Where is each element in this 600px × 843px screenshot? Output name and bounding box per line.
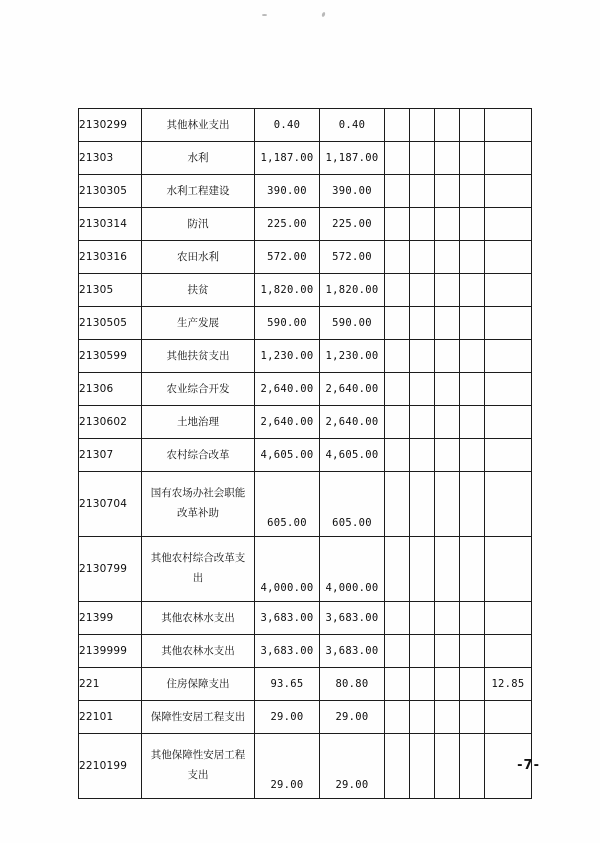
- cell-value-actual: 3,683.00: [320, 602, 385, 635]
- cell-blank-3: [435, 109, 460, 142]
- cell-blank-4: [460, 701, 485, 734]
- cell-item-name: 住房保障支出: [142, 668, 255, 701]
- cell-code: 2130305: [79, 175, 142, 208]
- cell-blank-3: [435, 537, 460, 602]
- cell-item-name: 农村综合改革: [142, 439, 255, 472]
- cell-value-budget: 3,683.00: [255, 602, 320, 635]
- table-row: [79, 635, 532, 668]
- table-row: [79, 701, 532, 734]
- cell-value-other: 12.85: [485, 668, 532, 701]
- cell-value-actual: 225.00: [320, 208, 385, 241]
- cell-value-actual: 390.00: [320, 175, 385, 208]
- cell-blank-4: [460, 668, 485, 701]
- cell-value-budget: 0.40: [255, 109, 320, 142]
- cell-blank-3: [435, 340, 460, 373]
- cell-blank-4: [460, 373, 485, 406]
- cell-item-name: 农业综合开发: [142, 373, 255, 406]
- cell-item-name: 其他农林水支出: [142, 635, 255, 668]
- cell-code: 2210199: [79, 734, 142, 799]
- cell-blank-1: [385, 701, 410, 734]
- cell-value-actual: 2,640.00: [320, 406, 385, 439]
- scan-speck-icon: [262, 14, 267, 16]
- cell-blank-3: [435, 439, 460, 472]
- cell-value-other: [485, 208, 532, 241]
- cell-blank-4: [460, 537, 485, 602]
- cell-blank-4: [460, 635, 485, 668]
- cell-code: 22101: [79, 701, 142, 734]
- cell-value-actual: 3,683.00: [320, 635, 385, 668]
- table-row: [79, 439, 532, 472]
- cell-blank-2: [410, 307, 435, 340]
- cell-value-other: [485, 175, 532, 208]
- table-row: [79, 241, 532, 274]
- cell-value-budget: 4,605.00: [255, 439, 320, 472]
- cell-blank-3: [435, 307, 460, 340]
- table-row: [79, 602, 532, 635]
- cell-value-budget: 4,000.00: [255, 537, 320, 602]
- table-row: [79, 537, 532, 602]
- cell-code: 21307: [79, 439, 142, 472]
- cell-value-actual: 4,000.00: [320, 537, 385, 602]
- cell-value-budget: 605.00: [255, 472, 320, 537]
- table-row: [79, 668, 532, 701]
- table-row: [79, 472, 532, 537]
- cell-code: 2139999: [79, 635, 142, 668]
- cell-blank-1: [385, 734, 410, 799]
- cell-item-name: [142, 472, 255, 537]
- scan-speck-icon: [321, 12, 326, 18]
- cell-blank-2: [410, 439, 435, 472]
- cell-blank-1: [385, 537, 410, 602]
- cell-item-name: [142, 734, 255, 799]
- cell-value-actual: 572.00: [320, 241, 385, 274]
- budget-table-body: [79, 109, 532, 799]
- cell-value-actual: 29.00: [320, 734, 385, 799]
- cell-blank-2: [410, 109, 435, 142]
- cell-blank-1: [385, 668, 410, 701]
- cell-blank-4: [460, 175, 485, 208]
- cell-item-name: [142, 537, 255, 602]
- cell-blank-4: [460, 472, 485, 537]
- cell-code: 2130599: [79, 340, 142, 373]
- cell-item-name-line2: 改革补助: [177, 507, 219, 519]
- cell-value-other: [485, 472, 532, 537]
- cell-blank-1: [385, 472, 410, 537]
- cell-blank-2: [410, 274, 435, 307]
- cell-value-actual: 0.40: [320, 109, 385, 142]
- cell-value-budget: 29.00: [255, 734, 320, 799]
- cell-blank-3: [435, 208, 460, 241]
- cell-value-other: [485, 602, 532, 635]
- cell-code: 21399: [79, 602, 142, 635]
- cell-item-name: 土地治理: [142, 406, 255, 439]
- cell-blank-2: [410, 340, 435, 373]
- cell-blank-2: [410, 241, 435, 274]
- cell-blank-1: [385, 175, 410, 208]
- cell-code: 2130799: [79, 537, 142, 602]
- cell-code: 2130505: [79, 307, 142, 340]
- cell-value-other: [485, 274, 532, 307]
- table-row: [79, 142, 532, 175]
- table-row: [79, 734, 532, 799]
- budget-table-container: [78, 108, 525, 799]
- cell-blank-1: [385, 241, 410, 274]
- cell-code: 2130316: [79, 241, 142, 274]
- cell-value-budget: 29.00: [255, 701, 320, 734]
- cell-value-other: [485, 241, 532, 274]
- cell-blank-1: [385, 307, 410, 340]
- cell-blank-2: [410, 537, 435, 602]
- cell-code: 2130299: [79, 109, 142, 142]
- cell-value-other: [485, 142, 532, 175]
- cell-value-actual: 1,230.00: [320, 340, 385, 373]
- cell-blank-3: [435, 602, 460, 635]
- cell-item-name-line1: 国有农场办社会职能: [150, 487, 246, 500]
- cell-value-actual: 605.00: [320, 472, 385, 537]
- cell-item-name: 水利工程建设: [142, 175, 255, 208]
- cell-code: 221: [79, 668, 142, 701]
- cell-item-name-line2: 出: [192, 572, 204, 584]
- cell-blank-3: [435, 142, 460, 175]
- cell-value-budget: 1,230.00: [255, 340, 320, 373]
- cell-item-name: 其他林业支出: [142, 109, 255, 142]
- cell-value-budget: 1,820.00: [255, 274, 320, 307]
- cell-item-name: 其他农林水支出: [142, 602, 255, 635]
- cell-blank-2: [410, 175, 435, 208]
- cell-blank-4: [460, 406, 485, 439]
- cell-item-name-line1: 其他保障性安居工程: [150, 749, 246, 762]
- cell-item-name-line2: 支出: [187, 769, 209, 781]
- cell-code: 2130314: [79, 208, 142, 241]
- cell-value-other: [485, 109, 532, 142]
- cell-blank-4: [460, 142, 485, 175]
- cell-blank-3: [435, 274, 460, 307]
- cell-value-other: [485, 537, 532, 602]
- cell-blank-2: [410, 406, 435, 439]
- cell-blank-2: [410, 701, 435, 734]
- cell-value-budget: 590.00: [255, 307, 320, 340]
- cell-blank-1: [385, 142, 410, 175]
- table-row: [79, 109, 532, 142]
- cell-blank-1: [385, 406, 410, 439]
- cell-value-other: [485, 307, 532, 340]
- cell-blank-4: [460, 602, 485, 635]
- cell-blank-3: [435, 241, 460, 274]
- table-row: [79, 175, 532, 208]
- cell-blank-2: [410, 142, 435, 175]
- cell-blank-4: [460, 109, 485, 142]
- cell-blank-1: [385, 208, 410, 241]
- cell-code: 2130704: [79, 472, 142, 537]
- cell-blank-3: [435, 734, 460, 799]
- cell-item-name: 生产发展: [142, 307, 255, 340]
- cell-blank-3: [435, 668, 460, 701]
- cell-value-actual: 4,605.00: [320, 439, 385, 472]
- cell-blank-2: [410, 635, 435, 668]
- table-row: [79, 406, 532, 439]
- cell-item-name-line1: 其他农村综合改革支: [150, 552, 246, 565]
- cell-item-name: 防汛: [142, 208, 255, 241]
- cell-value-other: [485, 701, 532, 734]
- cell-value-budget: 1,187.00: [255, 142, 320, 175]
- cell-blank-2: [410, 602, 435, 635]
- cell-item-name: 水利: [142, 142, 255, 175]
- cell-item-name: 其他扶贫支出: [142, 340, 255, 373]
- cell-code: 21306: [79, 373, 142, 406]
- cell-value-budget: 572.00: [255, 241, 320, 274]
- cell-value-budget: 2,640.00: [255, 406, 320, 439]
- cell-item-name: 保障性安居工程支出: [142, 701, 255, 734]
- cell-blank-1: [385, 602, 410, 635]
- cell-blank-4: [460, 274, 485, 307]
- cell-blank-1: [385, 373, 410, 406]
- cell-blank-1: [385, 635, 410, 668]
- table-row: [79, 373, 532, 406]
- cell-blank-1: [385, 340, 410, 373]
- cell-blank-3: [435, 472, 460, 537]
- cell-blank-4: [460, 340, 485, 373]
- cell-blank-4: [460, 734, 485, 799]
- cell-value-actual: 1,187.00: [320, 142, 385, 175]
- cell-blank-4: [460, 439, 485, 472]
- cell-value-budget: 93.65: [255, 668, 320, 701]
- cell-blank-3: [435, 701, 460, 734]
- cell-value-actual: 590.00: [320, 307, 385, 340]
- table-row: [79, 208, 532, 241]
- page-number: -7-: [517, 758, 540, 773]
- cell-blank-4: [460, 208, 485, 241]
- cell-value-actual: 29.00: [320, 701, 385, 734]
- cell-value-other: [485, 406, 532, 439]
- cell-value-budget: 390.00: [255, 175, 320, 208]
- cell-blank-3: [435, 373, 460, 406]
- budget-table: [78, 108, 532, 799]
- cell-blank-2: [410, 208, 435, 241]
- cell-code: 21303: [79, 142, 142, 175]
- cell-value-budget: 225.00: [255, 208, 320, 241]
- cell-blank-2: [410, 668, 435, 701]
- cell-blank-3: [435, 635, 460, 668]
- cell-value-actual: 2,640.00: [320, 373, 385, 406]
- cell-blank-1: [385, 274, 410, 307]
- cell-value-budget: 3,683.00: [255, 635, 320, 668]
- cell-blank-4: [460, 307, 485, 340]
- cell-value-other: [485, 635, 532, 668]
- cell-item-name: 农田水利: [142, 241, 255, 274]
- cell-blank-1: [385, 439, 410, 472]
- cell-value-other: [485, 340, 532, 373]
- cell-value-other: [485, 439, 532, 472]
- cell-blank-1: [385, 109, 410, 142]
- table-row: [79, 307, 532, 340]
- table-row: [79, 340, 532, 373]
- cell-blank-3: [435, 406, 460, 439]
- cell-value-budget: 2,640.00: [255, 373, 320, 406]
- cell-blank-2: [410, 472, 435, 537]
- cell-blank-2: [410, 734, 435, 799]
- cell-item-name: 扶贫: [142, 274, 255, 307]
- cell-value-actual: 1,820.00: [320, 274, 385, 307]
- cell-blank-3: [435, 175, 460, 208]
- table-row: [79, 274, 532, 307]
- cell-blank-2: [410, 373, 435, 406]
- cell-blank-4: [460, 241, 485, 274]
- cell-code: 21305: [79, 274, 142, 307]
- cell-code: 2130602: [79, 406, 142, 439]
- cell-value-actual: 80.80: [320, 668, 385, 701]
- cell-value-other: [485, 373, 532, 406]
